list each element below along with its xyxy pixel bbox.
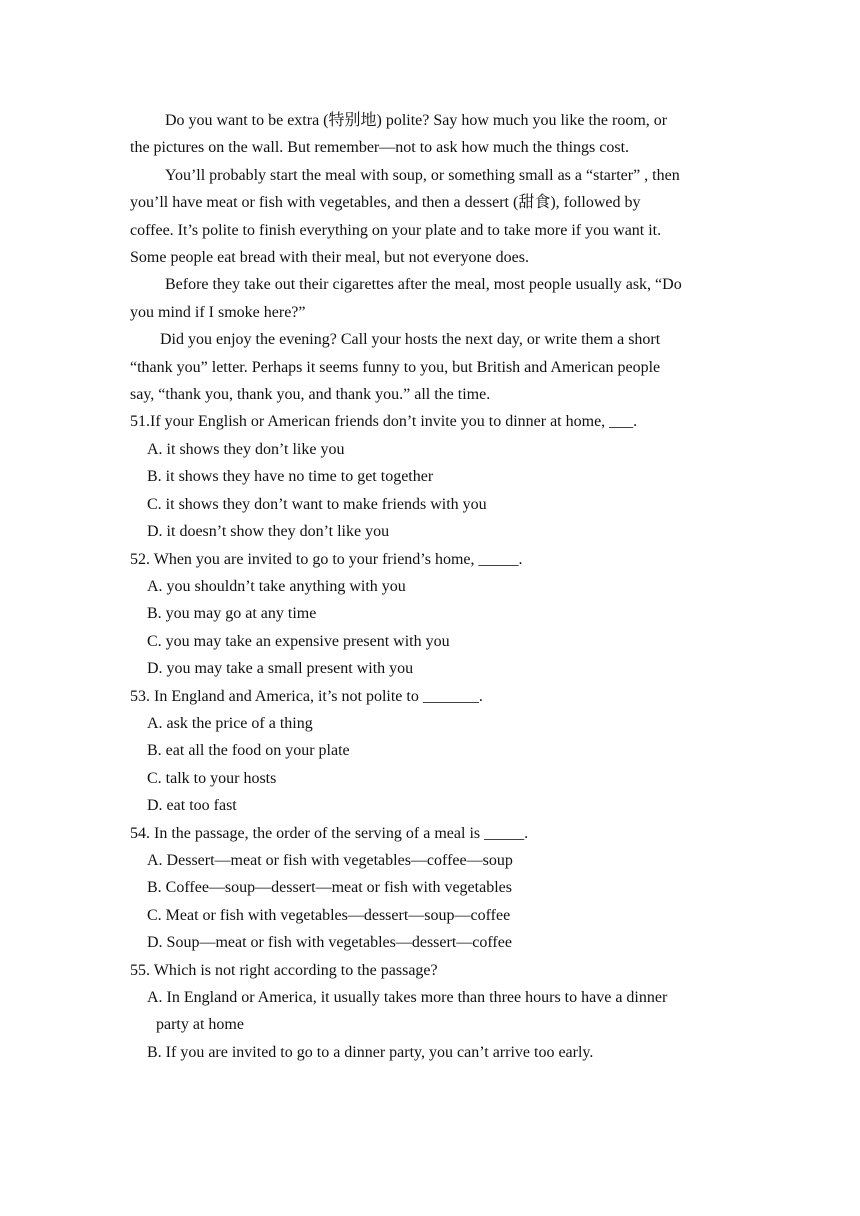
option-b: B. eat all the food on your plate [147, 742, 350, 760]
option-b: B. Coffee—soup—dessert—meat or fish with vegetables [147, 879, 512, 897]
question-stem: 55. Which is not right according to the passage? [130, 961, 438, 979]
option-a: A. it shows they don’t like you [147, 440, 345, 458]
option-a-continued: party at home [156, 1016, 244, 1034]
text-line: the pictures on the wall. But remember—not to ask how much the things cost. [130, 139, 630, 157]
option-d: D. it doesn’t show they don’t like you [147, 523, 390, 541]
option-b: B. you may go at any time [147, 605, 317, 623]
question-stem: 53. In England and America, it’s not polite to _______. [130, 687, 483, 705]
text-line: You’ll probably start the meal with soup, or something small as a “starter” , then [165, 166, 680, 184]
text-line: Before they take out their cigarettes after the meal, most people usually ask, “Do [165, 276, 682, 294]
question-stem: 51.If your English or American friends don’t invite you to dinner at home, ___. [130, 413, 638, 431]
option-b: B. it shows they have no time to get together [147, 468, 434, 486]
document-content [130, 107, 730, 1066]
option-d: D. Soup—meat or fish with vegetables—dessert—coffee [147, 934, 512, 952]
passage-paragraph-4 [130, 326, 730, 408]
option-c: C. Meat or fish with vegetables—dessert—soup—coffee [147, 906, 511, 924]
option-d: D. eat too fast [147, 797, 237, 815]
text-line: Did you enjoy the evening? Call your hosts the next day, or write them a short [160, 331, 661, 349]
question-52 [130, 546, 730, 683]
option-d: D. you may take a small present with you [147, 660, 414, 678]
option-a: A. you shouldn’t take anything with you [147, 577, 406, 595]
passage-paragraph-1 [130, 107, 730, 162]
text-line: Do you want to be extra (特别地) polite? Say how much you like the room, or [165, 112, 668, 129]
option-a: A. ask the price of a thing [147, 714, 313, 732]
text-line: you mind if I smoke here?” [130, 303, 306, 321]
option-c: C. you may take an expensive present with you [147, 632, 450, 650]
question-51 [130, 408, 730, 545]
option-a: A. In England or America, it usually takes more than three hours to have a dinner [147, 989, 668, 1006]
question-55 [130, 957, 730, 1067]
option-a: A. Dessert—meat or fish with vegetables—coffee—soup [147, 851, 513, 869]
question-stem: 52. When you are invited to go to your friend’s home, _____. [130, 550, 523, 568]
passage-paragraph-3 [130, 271, 730, 326]
text-line: you’ll have meat or fish with vegetables, and then a dessert (甜食), followed by [130, 194, 641, 212]
text-line: say, “thank you, thank you, and thank you.” all the time. [130, 386, 491, 404]
option-b: B. If you are invited to go to a dinner party, you can’t arrive too early. [147, 1043, 594, 1061]
text-line: “thank you” letter. Perhaps it seems funny to you, but British and American people [130, 358, 661, 376]
passage-paragraph-2 [130, 162, 730, 272]
text-line: Some people eat bread with their meal, but not everyone does. [130, 249, 529, 267]
option-c: C. talk to your hosts [147, 769, 277, 787]
option-c: C. it shows they don’t want to make friends with you [147, 495, 487, 513]
question-54 [130, 820, 730, 957]
question-53 [130, 683, 730, 820]
question-stem: 54. In the passage, the order of the serving of a meal is _____. [130, 824, 529, 842]
text-line: coffee. It’s polite to finish everything on your plate and to take more if you want it. [130, 221, 662, 239]
